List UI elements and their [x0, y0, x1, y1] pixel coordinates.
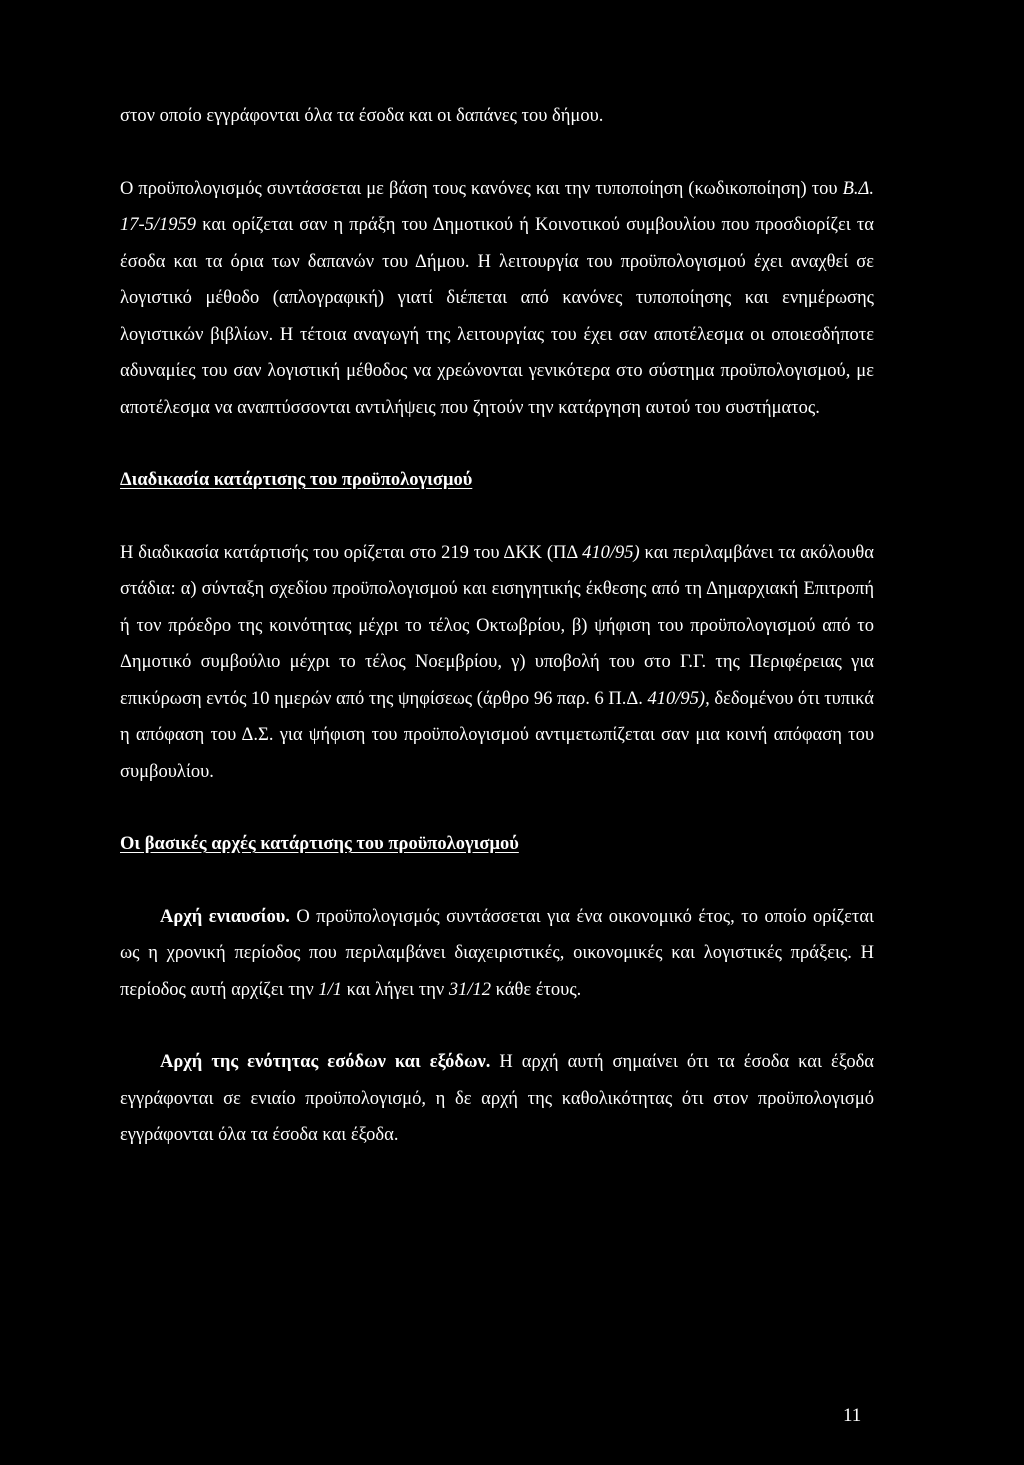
document-body	[120, 98, 874, 1154]
principle-title: Αρχή ενιαυσίου.	[160, 906, 290, 927]
paragraph-text: δεδομένου ότι τυπικά η απόφαση του Δ.Σ. για ψήφιση του προϋπολογισμού αντιμετωπίζεται σαν μια κοινή απόφαση του συμβουλίου.	[120, 688, 874, 782]
paragraph-text: Η διαδικασία κατάρτισής του ορίζεται στο 219 του ΔΚΚ (ΠΔ	[120, 542, 583, 563]
paragraph-text: και λήγει την	[341, 979, 449, 1000]
date-start: 1/1	[318, 979, 342, 1000]
decree-reference: 410/95)	[582, 542, 640, 563]
paragraph-annuality-principle	[120, 899, 874, 1009]
date-end: 31/12	[448, 979, 491, 1000]
paragraph-unity-principle	[120, 1044, 874, 1154]
paragraph-text: και ορίζεται σαν η πράξη του Δημοτικού ή Κοινοτικού συμβουλίου που προσδιορίζει τα έσοδα και τα όρια των δαπανών του Δήμου. Η λειτουργία του προϋπολογισμού έχει αναχθεί σε λογιστικό μέθοδο (απλογραφική) γιατί διέπεται από κανόνες τυποποίησης και ενημέρωσης λογιστικών βιβλίων. Η τέτοια αναγωγή της λειτουργίας του έχει σαν αποτέλεσμα οι οποιεσδήποτε αδυναμίες του σαν λογιστική μέθοδος να χρεώνονται γενικότερα στο σύστημα προϋπολογισμού, με αποτέλεσμα να αναπτύσσονται αντιλήψεις που ζητούν την κατάργηση αυτού του συστήματος.	[120, 215, 874, 418]
paragraph-continuation	[120, 98, 874, 135]
principle-title: Αρχή της ενότητας εσόδων και εξόδων.	[160, 1052, 491, 1072]
decree-reference: 410/95),	[647, 688, 710, 709]
section-heading-preparation-procedure: Διαδικασία κατάρτισης του προϋπολογισμού	[120, 470, 473, 490]
paragraph-text: Ο προϋπολογισμός συντάσσεται με βάση τους κανόνες και την τυποποίηση (κωδικοποίηση) του	[120, 178, 843, 199]
section-heading-basic-principles: Οι βασικές αρχές κατάρτισης του προϋπολογισμού	[120, 834, 519, 854]
paragraph-text: και περιλαμβάνει τα ακόλουθα στάδια: α) σύνταξη σχεδίου προϋπολογισμού και εισηγητικής έκθεσης από τη Δημαρχιακή Επιτροπή ή τον πρόεδρο της κοινότητας μέχρι το τέλος Οκτωβρίου, β) ψήφιση του προϋπολογισμού από το Δημοτικό συμβούλιο μέχρι το τέλος Νοεμβρίου, γ) υποβολή του στο Γ.Γ. της Περιφέρειας για επικύρωση εντός 10 ημερών από της ψηφίσεως (άρθρο 96 παρ. 6 Π.Δ.	[120, 542, 874, 709]
paragraph-text: Ο προϋπολογισμός συντάσσεται για ένα οικονομικό έτος, το οποίο ορίζεται ως η χρονική περίοδος που περιλαμβάνει διαχειριστικές, οικονομικές και λογιστικές πράξεις. Η περίοδος αυτή αρχίζει την	[120, 906, 874, 1000]
decree-reference: Β.Δ. 17-5/1959	[120, 178, 874, 235]
page-number: 11	[843, 1405, 862, 1426]
paragraph-budget-definition	[120, 171, 874, 427]
paragraph-text: κάθε έτους.	[491, 979, 582, 1000]
paragraph-text: Η αρχή αυτή σημαίνει ότι τα έσοδα και έξοδα εγγράφονται σε ενιαίο προϋπολογισμό, η δε αρχή της καθολικότητας ότι στον προϋπολογισμό εγγράφονται όλα τα έσοδα και έξοδα.	[120, 1052, 874, 1145]
continuation-text: στον οποίο εγγράφονται όλα τα έσοδα και οι δαπάνες του δήμου.	[120, 106, 604, 126]
paragraph-preparation-procedure	[120, 535, 874, 791]
